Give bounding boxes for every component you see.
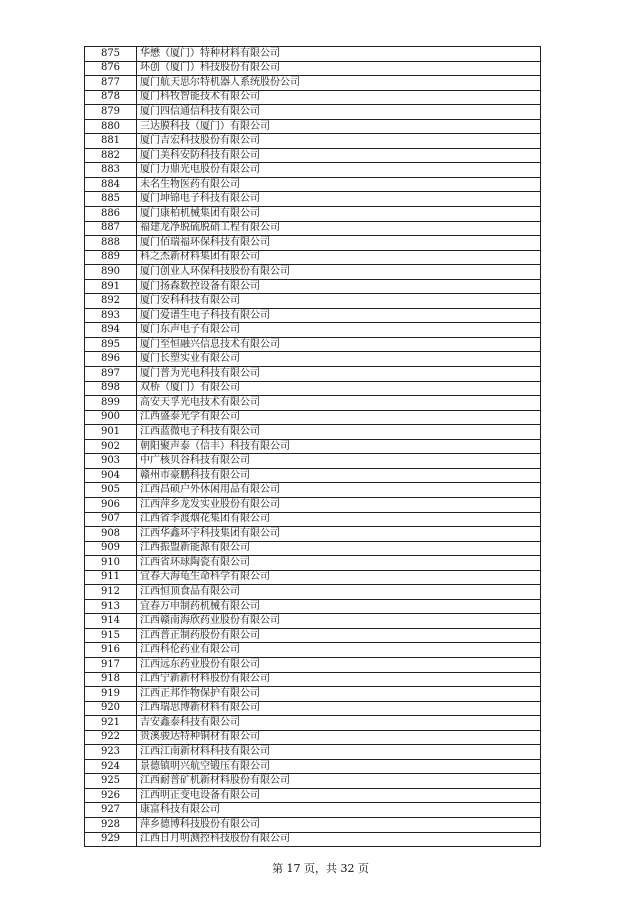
row-number: 893 <box>85 308 137 323</box>
row-number: 905 <box>85 483 137 498</box>
company-name: 三达膜科技（厦门）有限公司 <box>137 119 541 134</box>
row-number: 903 <box>85 454 137 469</box>
row-number: 897 <box>85 367 137 382</box>
row-number: 881 <box>85 134 137 149</box>
company-name: 江西普正制药股份有限公司 <box>137 628 541 643</box>
table-row <box>85 657 541 672</box>
table-row <box>85 396 541 411</box>
company-name: 厦门美科安防科技有限公司 <box>137 148 541 163</box>
company-name: 福建龙净脱硫脱硝工程有限公司 <box>137 221 541 236</box>
row-number: 884 <box>85 177 137 192</box>
row-number: 928 <box>85 817 137 832</box>
table-row <box>85 788 541 803</box>
company-name: 康富科技有限公司 <box>137 803 541 818</box>
row-number: 912 <box>85 585 137 600</box>
table-row <box>85 454 541 469</box>
table-row <box>85 614 541 629</box>
table-row <box>85 803 541 818</box>
table-row <box>85 527 541 542</box>
row-number: 923 <box>85 745 137 760</box>
row-number: 926 <box>85 788 137 803</box>
company-name: 萍乡德博科技股份有限公司 <box>137 817 541 832</box>
company-name: 江西明正变电设备有限公司 <box>137 788 541 803</box>
row-number: 896 <box>85 352 137 367</box>
row-number: 879 <box>85 105 137 120</box>
company-name: 高安天孚光电技术有限公司 <box>137 396 541 411</box>
company-name: 厦门四信通信科技有限公司 <box>137 105 541 120</box>
company-name: 赣州市豪鹏科技有限公司 <box>137 468 541 483</box>
row-number: 877 <box>85 76 137 91</box>
company-name: 厦门安科科技有限公司 <box>137 294 541 309</box>
company-name: 厦门东声电子有限公司 <box>137 323 541 338</box>
company-name: 江西瑞思博新材料有限公司 <box>137 701 541 716</box>
company-name: 江西正邦作物保护有限公司 <box>137 687 541 702</box>
table-row <box>85 497 541 512</box>
company-name: 江西振盟新能源有限公司 <box>137 541 541 556</box>
table-row <box>85 745 541 760</box>
company-name: 未名生物医药有限公司 <box>137 177 541 192</box>
company-name: 江西盛泰光学有限公司 <box>137 410 541 425</box>
company-name: 景德镇明兴航空锻压有限公司 <box>137 759 541 774</box>
company-name: 厦门康柏机械集团有限公司 <box>137 207 541 222</box>
row-number: 918 <box>85 672 137 687</box>
table-body <box>85 47 541 847</box>
table-row <box>85 570 541 585</box>
table-row <box>85 90 541 105</box>
company-name: 江西耐普矿机新材料股份有限公司 <box>137 774 541 789</box>
table-row <box>85 832 541 847</box>
company-name: 华懋（厦门）特种材料有限公司 <box>137 47 541 62</box>
row-number: 878 <box>85 90 137 105</box>
company-name: 双桥（厦门）有限公司 <box>137 381 541 396</box>
table-row <box>85 774 541 789</box>
row-number: 915 <box>85 628 137 643</box>
table-row <box>85 367 541 382</box>
row-number: 929 <box>85 832 137 847</box>
table-row <box>85 279 541 294</box>
company-name: 江西江南新材料科技有限公司 <box>137 745 541 760</box>
row-number: 911 <box>85 570 137 585</box>
table-row <box>85 76 541 91</box>
table-row <box>85 221 541 236</box>
table-row <box>85 61 541 76</box>
table-row <box>85 759 541 774</box>
table-row <box>85 105 541 120</box>
table-row <box>85 439 541 454</box>
row-number: 917 <box>85 657 137 672</box>
company-name: 吉安鑫泰科技有限公司 <box>137 716 541 731</box>
company-name: 江西日月明测控科技股份有限公司 <box>137 832 541 847</box>
table-row <box>85 643 541 658</box>
company-name: 江西宁新新材料股份有限公司 <box>137 672 541 687</box>
row-number: 894 <box>85 323 137 338</box>
table-row <box>85 352 541 367</box>
row-number: 916 <box>85 643 137 658</box>
row-number: 913 <box>85 599 137 614</box>
company-name: 环创（厦门）科技股份有限公司 <box>137 61 541 76</box>
table-row <box>85 817 541 832</box>
row-number: 891 <box>85 279 137 294</box>
company-name: 厦门佰瑞福环保科技有限公司 <box>137 236 541 251</box>
table-row <box>85 236 541 251</box>
row-number: 880 <box>85 119 137 134</box>
row-number: 922 <box>85 730 137 745</box>
row-number: 882 <box>85 148 137 163</box>
table-row <box>85 250 541 265</box>
company-name: 厦门吉宏科技股份有限公司 <box>137 134 541 149</box>
row-number: 910 <box>85 556 137 571</box>
row-number: 885 <box>85 192 137 207</box>
row-number: 887 <box>85 221 137 236</box>
table-row <box>85 730 541 745</box>
company-name: 厦门力鼎光电股份有限公司 <box>137 163 541 178</box>
company-name: 厦门爱谱生电子科技有限公司 <box>137 308 541 323</box>
table-row <box>85 585 541 600</box>
company-name: 厦门坤锦电子科技有限公司 <box>137 192 541 207</box>
row-number: 876 <box>85 61 137 76</box>
table-row <box>85 687 541 702</box>
row-number: 924 <box>85 759 137 774</box>
company-name: 江西远东药业股份有限公司 <box>137 657 541 672</box>
company-name: 厦门长塑实业有限公司 <box>137 352 541 367</box>
company-name: 科之杰新材料集团有限公司 <box>137 250 541 265</box>
company-name: 江西省环球陶瓷有限公司 <box>137 556 541 571</box>
table-row <box>85 468 541 483</box>
company-name: 厦门科牧智能技术有限公司 <box>137 90 541 105</box>
company-list-table <box>84 46 541 847</box>
table-row <box>85 599 541 614</box>
company-name: 厦门航天思尔特机器人系统股份公司 <box>137 76 541 91</box>
row-number: 904 <box>85 468 137 483</box>
row-number: 900 <box>85 410 137 425</box>
page-footer: 第 17 页，共 32 页 <box>272 862 369 875</box>
company-name: 江西赣南海欣药业股份有限公司 <box>137 614 541 629</box>
company-name: 江西科伦药业有限公司 <box>137 643 541 658</box>
company-name: 厦门扬森数控设备有限公司 <box>137 279 541 294</box>
company-name: 厦门普为光电科技有限公司 <box>137 367 541 382</box>
row-number: 907 <box>85 512 137 527</box>
table-row <box>85 701 541 716</box>
row-number: 892 <box>85 294 137 309</box>
company-name: 江西昌硕户外休闲用品有限公司 <box>137 483 541 498</box>
table-row <box>85 672 541 687</box>
company-name: 江西华鑫环宇科技集团有限公司 <box>137 527 541 542</box>
company-name: 朝阳聚声泰（信丰）科技有限公司 <box>137 439 541 454</box>
row-number: 875 <box>85 47 137 62</box>
table-row <box>85 628 541 643</box>
row-number: 925 <box>85 774 137 789</box>
row-number: 919 <box>85 687 137 702</box>
company-name: 宜春万申制药机械有限公司 <box>137 599 541 614</box>
company-name: 江西蓝微电子科技有限公司 <box>137 425 541 440</box>
table-row <box>85 425 541 440</box>
table-row <box>85 556 541 571</box>
row-number: 902 <box>85 439 137 454</box>
row-number: 908 <box>85 527 137 542</box>
table-row <box>85 483 541 498</box>
company-name: 江西省李渡烟花集团有限公司 <box>137 512 541 527</box>
row-number: 886 <box>85 207 137 222</box>
row-number: 906 <box>85 497 137 512</box>
company-name: 宜春大海龟生命科学有限公司 <box>137 570 541 585</box>
company-name: 中广核贝谷科技有限公司 <box>137 454 541 469</box>
row-number: 895 <box>85 337 137 352</box>
company-name: 厦门至恒融兴信息技术有限公司 <box>137 337 541 352</box>
row-number: 899 <box>85 396 137 411</box>
row-number: 909 <box>85 541 137 556</box>
row-number: 914 <box>85 614 137 629</box>
table-row <box>85 119 541 134</box>
table-row <box>85 265 541 280</box>
row-number: 888 <box>85 236 137 251</box>
table-row <box>85 207 541 222</box>
row-number: 898 <box>85 381 137 396</box>
table-row <box>85 148 541 163</box>
company-name: 贵溪骏达特种铜材有限公司 <box>137 730 541 745</box>
table-row <box>85 163 541 178</box>
table-row <box>85 323 541 338</box>
table-row <box>85 47 541 62</box>
table-row <box>85 541 541 556</box>
company-name: 江西萍乡龙发实业股份有限公司 <box>137 497 541 512</box>
company-name: 厦门创业人环保科技股份有限公司 <box>137 265 541 280</box>
row-number: 889 <box>85 250 137 265</box>
table-row <box>85 381 541 396</box>
table-row <box>85 337 541 352</box>
row-number: 927 <box>85 803 137 818</box>
table-row <box>85 410 541 425</box>
table-row <box>85 134 541 149</box>
table-row <box>85 512 541 527</box>
row-number: 883 <box>85 163 137 178</box>
company-name: 江西恒顶食品有限公司 <box>137 585 541 600</box>
row-number: 901 <box>85 425 137 440</box>
row-number: 920 <box>85 701 137 716</box>
table-row <box>85 192 541 207</box>
table-row <box>85 294 541 309</box>
row-number: 921 <box>85 716 137 731</box>
table-row <box>85 177 541 192</box>
table-row <box>85 716 541 731</box>
table-row <box>85 308 541 323</box>
row-number: 890 <box>85 265 137 280</box>
